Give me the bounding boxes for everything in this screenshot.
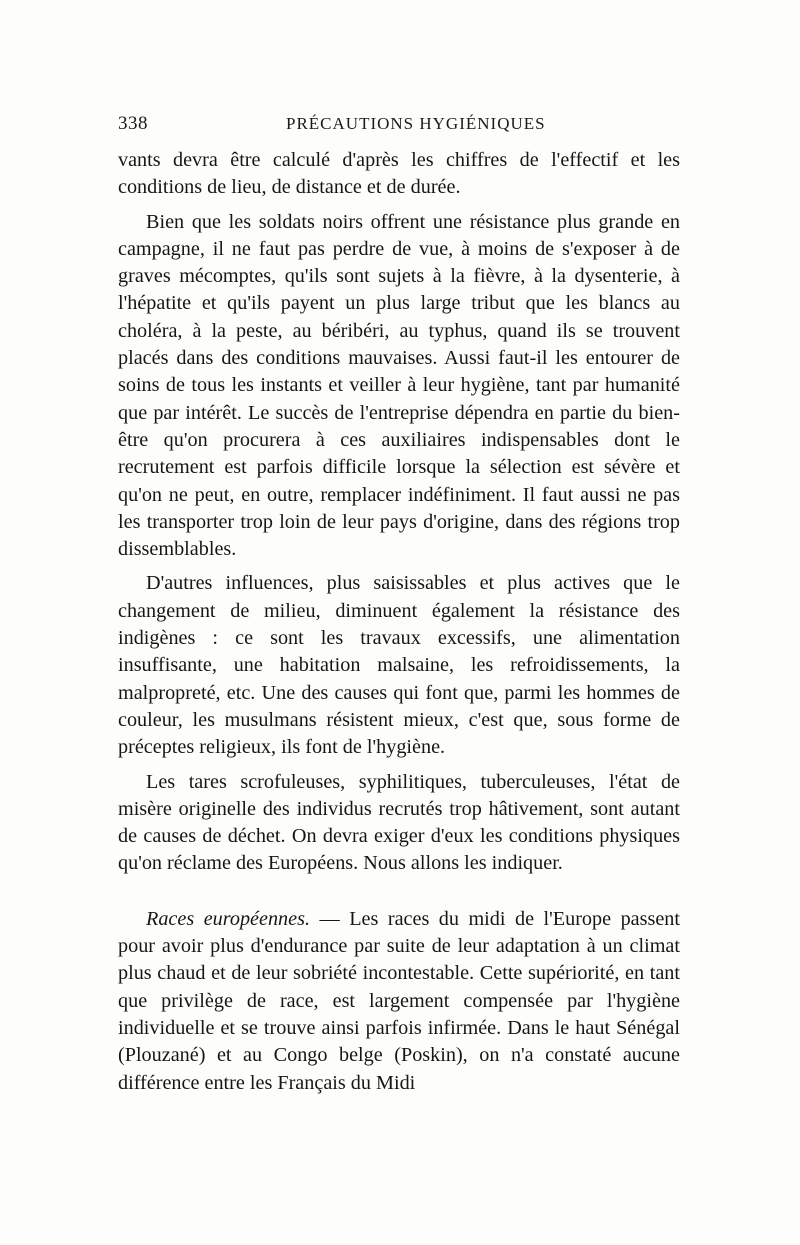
body-text	[118, 147, 680, 1097]
section-title: Races européennes.	[146, 907, 311, 930]
page-number: 338	[118, 113, 148, 134]
paragraph-continued: vants devra être calculé d'après les chiffres de l'effectif et les conditions de lieu, de distance et de durée.	[118, 149, 680, 199]
section-separator: —	[310, 907, 350, 930]
page-header	[118, 113, 678, 143]
paragraph-tares: Les tares scrofuleuses, syphilitiques, tuberculeuses, l'état de misère originelle des individus recrutés trop hâtivement, sont autant de causes de déchet. On devra exiger d'eux les conditions physiques qu'on réclame des Européens. Nous allons les indiquer.	[118, 770, 680, 875]
section-text: Les races du midi de l'Europe passent pour avoir plus d'endurance par suite de leur adaptation à un climat plus chaud et de leur sobriété incontestable. Cette supériorité, en tant que privilège de race, est largement compensée par l'hygiène individuelle et se trouve ainsi parfois infirmée. Dans le haut Sénégal (Plouzané) et au Congo belge (Poskin), on n'a constaté aucune différence entre les Français du Midi	[118, 907, 680, 1094]
paragraph-autres-influences: D'autres influences, plus saisissables et plus actives que le changement de milieu, diminuent également la résistance des indigènes : ce sont les travaux excessifs, une alimentation insuffisante, une habitation malsaine, les refroidissements, la malpropreté, etc. Une des causes qui font que, parmi les hommes de couleur, les musulmans résistent mieux, c'est que, sous forme de préceptes religieux, ils font de l'hygiène.	[118, 572, 680, 759]
paragraph-soldats-noirs: Bien que les soldats noirs offrent une résistance plus grande en campagne, il ne faut pas perdre de vue, à moins de s'exposer à de graves mécomptes, qu'ils sont sujets à la fièvre, à la dysenterie, à l'hépatite et qu'ils payent un plus large tribut que les blancs au choléra, à la peste, au béribéri, au typhus, quand ils se trouvent placés dans des conditions mauvaises. Aussi faut-il les entourer de soins de tous les instants et veiller à leur hygiène, tant par humanité que par intérêt. Le succès de l'entreprise dépendra en partie du bien-être qu'on procurera à ces auxiliaires indispensables dont le recrutement est parfois difficile lorsque la sélection est sévère et qu'on ne peut, en outre, remplacer indéfiniment. Il faut aussi ne pas les transporter trop loin de leur pays d'origine, dans des régions trop dissemblables.	[118, 210, 680, 561]
section-races-europeennes	[118, 906, 680, 1097]
running-title: PRÉCAUTIONS HYGIÉNIQUES	[286, 114, 546, 133]
